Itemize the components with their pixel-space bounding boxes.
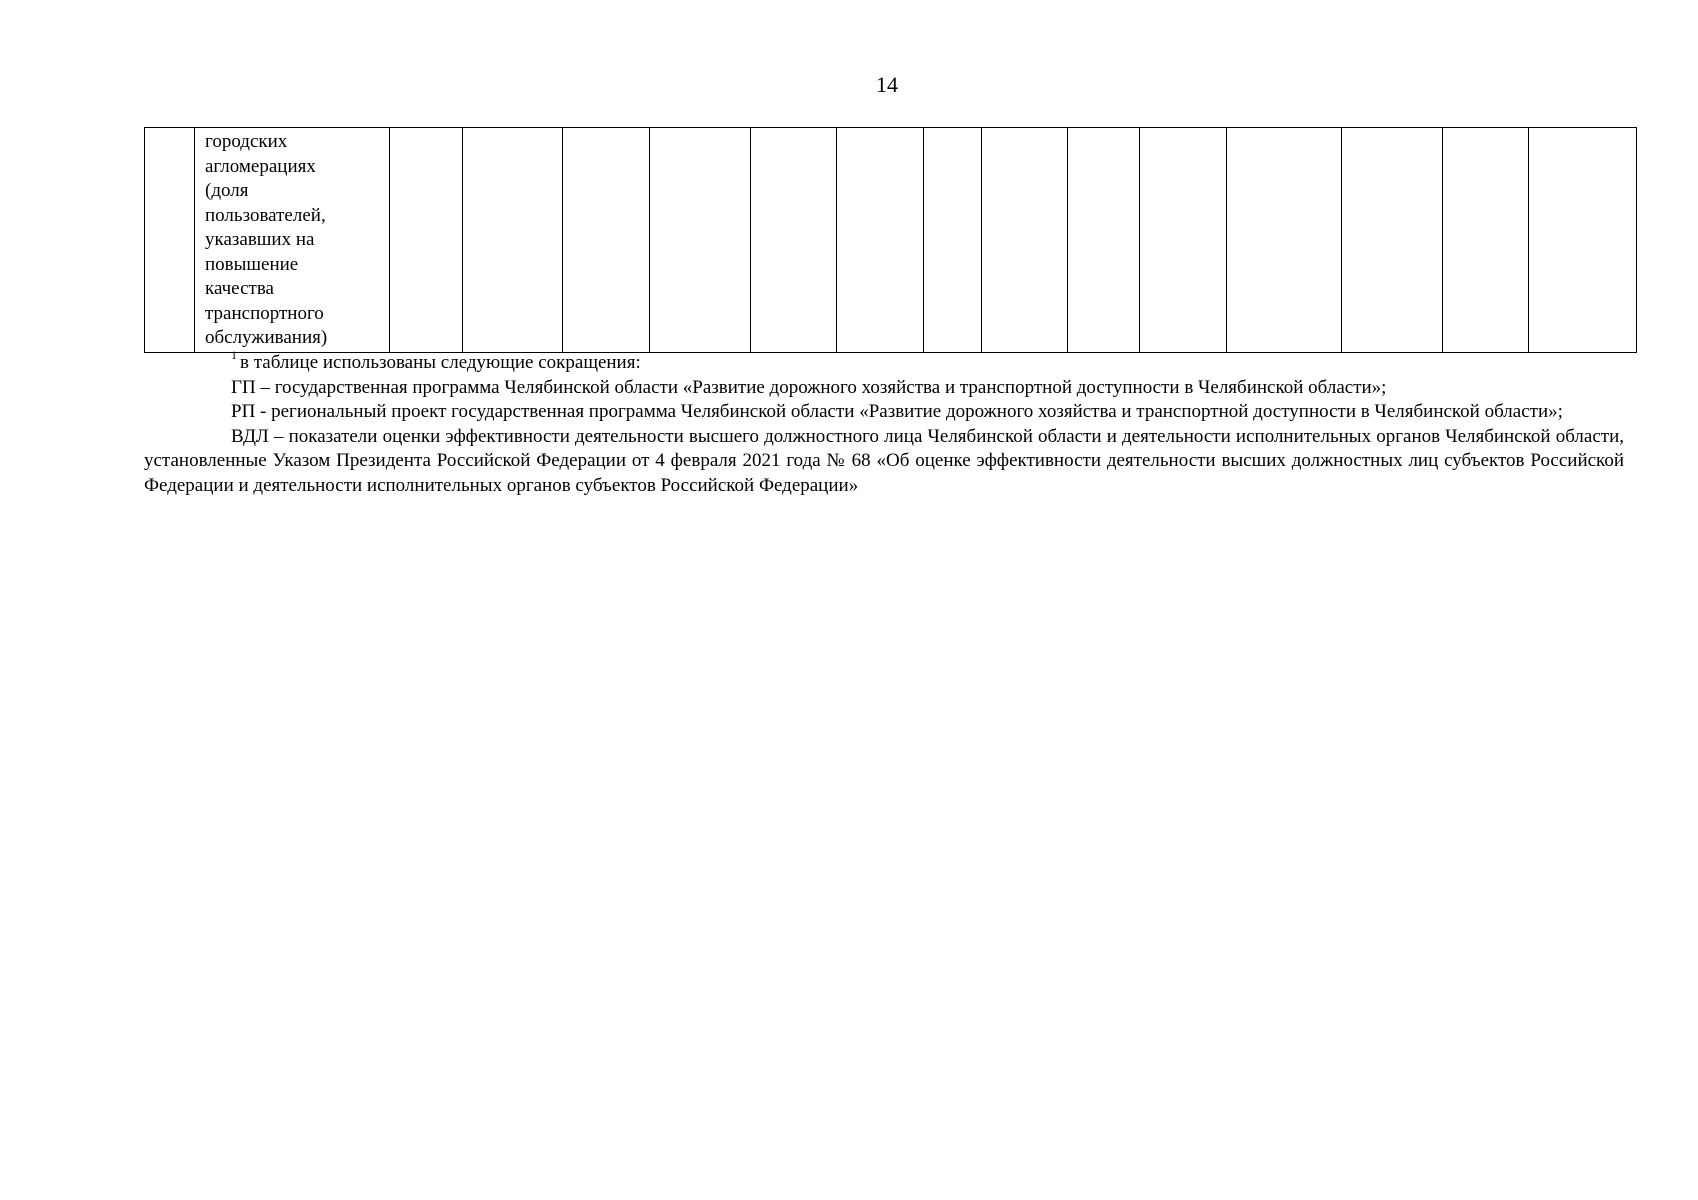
table-cell-indicator: городских агломерациях (доля пользователей, указавших на повышение качества транспортного обслуживания) [195,128,390,353]
table-cell [1443,128,1529,353]
table-cell [463,128,563,353]
indicators-table [144,127,1637,353]
footnote-gp: ГП – государственная программа Челябинской области «Развитие дорожного хозяйства и транспортной доступности в Челябинской области»; [231,376,1387,398]
footnote-vdl: ВДЛ – показатели оценки эффективности деятельности высшего должностного лица Челябинской области и деятельности исполнительных органов Челябинской области, установленные Указом Президента Российской Федерации от 4 февраля 2021 года № 68 «Об оценке эффективности деятельности высших должностных лиц субъектов Российской Федерации и деятельности исполнительных органов субъектов Российской Федерации» [144,425,1624,496]
table-cell [390,128,463,353]
table-cell [751,128,837,353]
footnote-intro [144,348,1624,376]
footnote-marker: 1 [231,348,237,362]
footnotes [144,348,1624,498]
footnote-intro-text: в таблице использованы следующие сокращения: [240,352,641,373]
indicators-table-wrap [144,127,1636,353]
table-cell [1068,128,1140,353]
table-cell [1140,128,1227,353]
table-cell [1342,128,1443,353]
table-cell [1227,128,1342,353]
footnote-rp: РП - региональный проект государственная программа Челябинской области «Развитие дорожного хозяйства и транспортной доступности в Челябинской области»; [231,401,1563,422]
table-cell [563,128,650,353]
table-cell [650,128,751,353]
table-cell [1529,128,1637,353]
table-cell [982,128,1068,353]
page-number: 14 [876,72,898,97]
table-row [145,128,1637,353]
table-cell [837,128,924,353]
table-cell [924,128,982,353]
table-cell-number [145,128,195,353]
